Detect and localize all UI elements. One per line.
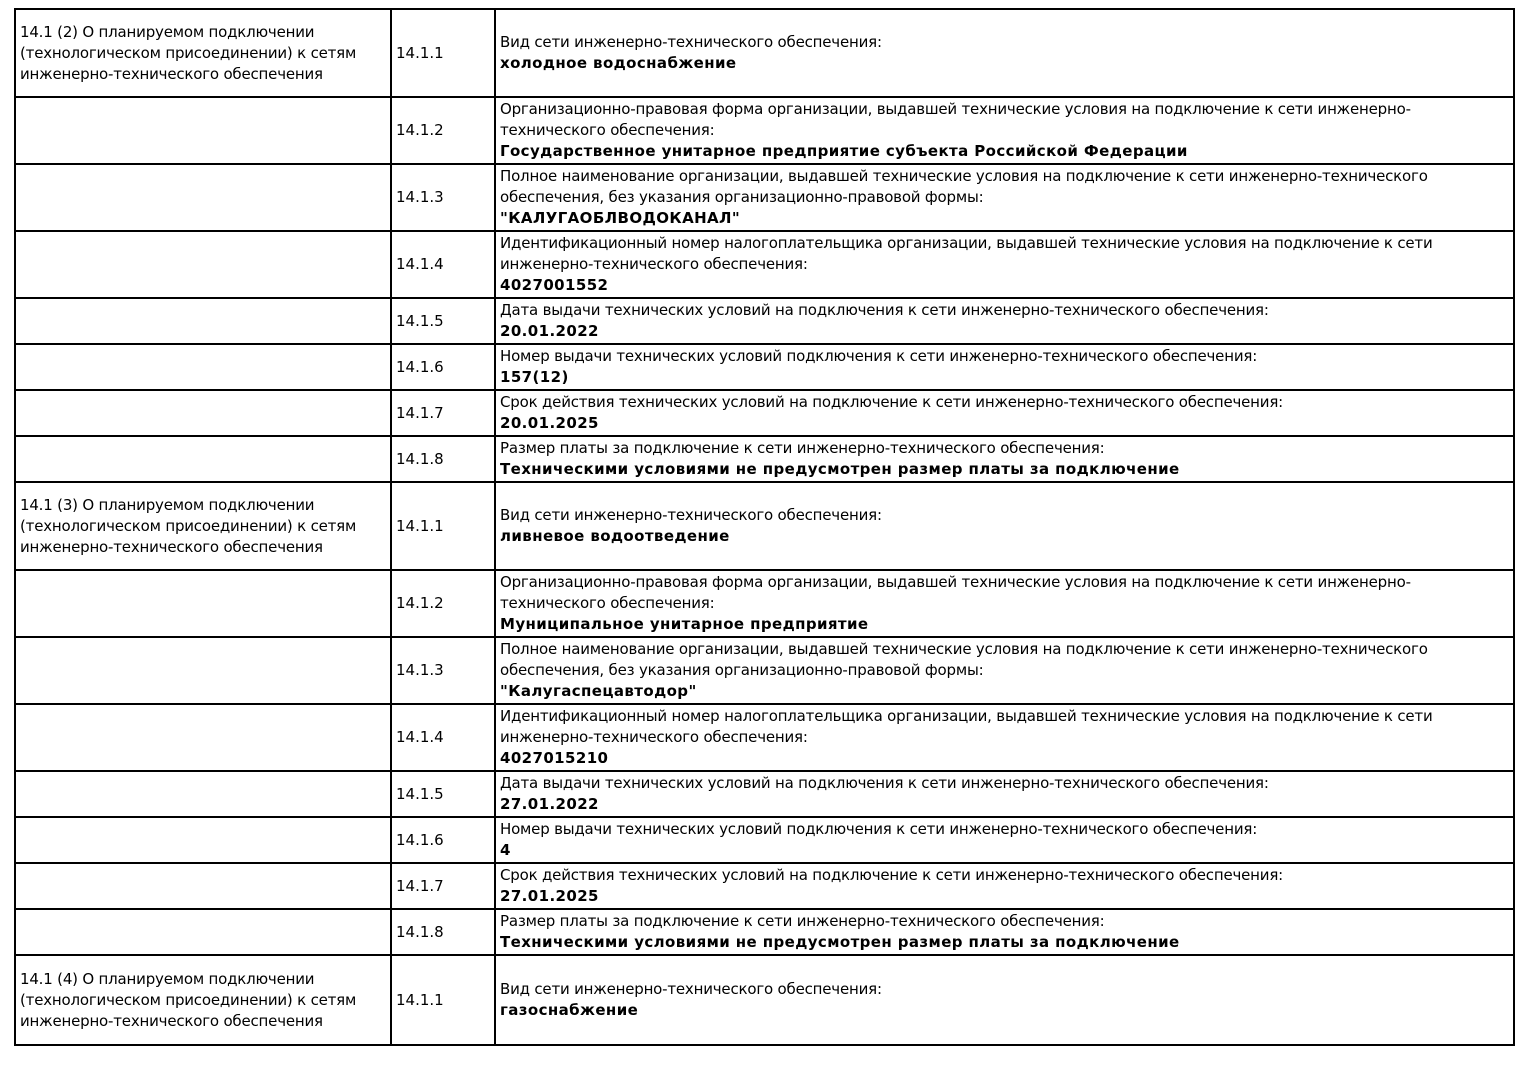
table-row — [15, 298, 1514, 344]
item-content-cell — [495, 390, 1514, 436]
field-value: ливневое водоотведение — [500, 527, 730, 545]
field-label: Идентификационный номер налогоплательщика организации, выдавшей технические условия на подключение к сети инженерно-технического обеспечения: — [500, 234, 1433, 273]
field-label: Размер платы за подключение к сети инженерно-технического обеспечения: — [500, 439, 1105, 457]
section-title-spacer-cell — [15, 436, 391, 482]
table-row — [15, 637, 1514, 704]
item-content-cell — [495, 704, 1514, 771]
table-row — [15, 955, 1514, 1045]
field-label: Размер платы за подключение к сети инженерно-технического обеспечения: — [500, 912, 1105, 930]
field-value: 20.01.2022 — [500, 322, 599, 340]
field-label: Номер выдачи технических условий подключения к сети инженерно-технического обеспечения: — [500, 347, 1258, 365]
item-content-cell — [495, 863, 1514, 909]
item-content-cell — [495, 817, 1514, 863]
field-label: Дата выдачи технических условий на подключения к сети инженерно-технического обеспечения: — [500, 301, 1269, 319]
field-label: Номер выдачи технических условий подключения к сети инженерно-технического обеспечения: — [500, 820, 1258, 838]
field-label: Полное наименование организации, выдавшей технические условия на подключение к сети инженерно-технического обеспечения, без указания организационно-правовой формы: — [500, 640, 1428, 679]
section-title-spacer-cell — [15, 817, 391, 863]
field-label: Срок действия технических условий на подключение к сети инженерно-технического обеспечения: — [500, 393, 1284, 411]
section-title-spacer-cell — [15, 909, 391, 955]
item-number-cell: 14.1.2 — [391, 97, 495, 164]
section-title-cell: 14.1 (4) О планируемом подключении (технологическом присоединении) к сетям инженерно-технического обеспечения — [15, 955, 391, 1045]
table-body — [15, 9, 1514, 1045]
section-title-spacer-cell — [15, 231, 391, 298]
item-number-cell: 14.1.1 — [391, 9, 495, 97]
field-value: 27.01.2025 — [500, 887, 599, 905]
item-number-cell: 14.1.8 — [391, 909, 495, 955]
table-row — [15, 436, 1514, 482]
item-number-cell: 14.1.3 — [391, 637, 495, 704]
field-label: Вид сети инженерно-технического обеспечения: — [500, 980, 882, 998]
section-title-spacer-cell — [15, 298, 391, 344]
table-row — [15, 863, 1514, 909]
item-number-cell: 14.1.7 — [391, 863, 495, 909]
item-content-cell — [495, 955, 1514, 1045]
item-content-cell — [495, 298, 1514, 344]
table-row — [15, 97, 1514, 164]
section-title-spacer-cell — [15, 863, 391, 909]
item-content-cell — [495, 482, 1514, 570]
section-title-spacer-cell — [15, 704, 391, 771]
field-value: 4 — [500, 841, 511, 859]
section-title-spacer-cell — [15, 637, 391, 704]
table-row — [15, 570, 1514, 637]
item-number-cell: 14.1.1 — [391, 482, 495, 570]
field-label: Срок действия технических условий на подключение к сети инженерно-технического обеспечения: — [500, 866, 1284, 884]
item-number-cell: 14.1.4 — [391, 704, 495, 771]
section-title-spacer-cell — [15, 97, 391, 164]
field-label: Полное наименование организации, выдавшей технические условия на подключение к сети инженерно-технического обеспечения, без указания организационно-правовой формы: — [500, 167, 1428, 206]
field-label: Идентификационный номер налогоплательщика организации, выдавшей технические условия на подключение к сети инженерно-технического обеспечения: — [500, 707, 1433, 746]
item-content-cell — [495, 637, 1514, 704]
item-number-cell: 14.1.5 — [391, 771, 495, 817]
item-number-cell: 14.1.4 — [391, 231, 495, 298]
field-label: Вид сети инженерно-технического обеспечения: — [500, 506, 882, 524]
field-label: Организационно-правовая форма организации, выдавшей технические условия на подключение к сети инженерно-технического обеспечения: — [500, 573, 1411, 612]
field-value: Техническими условиями не предусмотрен размер платы за подключение — [500, 460, 1180, 478]
field-value: 20.01.2025 — [500, 414, 599, 432]
table-row — [15, 231, 1514, 298]
item-content-cell — [495, 771, 1514, 817]
item-number-cell: 14.1.6 — [391, 817, 495, 863]
section-title-spacer-cell — [15, 164, 391, 231]
field-value: 27.01.2022 — [500, 795, 599, 813]
item-number-cell: 14.1.2 — [391, 570, 495, 637]
field-value: Техническими условиями не предусмотрен размер платы за подключение — [500, 933, 1180, 951]
item-number-cell: 14.1.1 — [391, 955, 495, 1045]
field-value: "КАЛУГАОБЛВОДОКАНАЛ" — [500, 209, 741, 227]
table-row — [15, 771, 1514, 817]
item-number-cell: 14.1.5 — [391, 298, 495, 344]
item-number-cell: 14.1.8 — [391, 436, 495, 482]
table-row — [15, 390, 1514, 436]
table-row — [15, 344, 1514, 390]
field-value: 4027001552 — [500, 276, 609, 294]
table-row — [15, 817, 1514, 863]
item-content-cell — [495, 344, 1514, 390]
section-title-spacer-cell — [15, 344, 391, 390]
item-content-cell — [495, 231, 1514, 298]
table-row — [15, 704, 1514, 771]
item-content-cell — [495, 909, 1514, 955]
item-number-cell: 14.1.6 — [391, 344, 495, 390]
item-number-cell: 14.1.7 — [391, 390, 495, 436]
field-value: газоснабжение — [500, 1001, 639, 1019]
table-row — [15, 9, 1514, 97]
section-title-spacer-cell — [15, 570, 391, 637]
field-label: Организационно-правовая форма организации, выдавшей технические условия на подключение к сети инженерно-технического обеспечения: — [500, 100, 1411, 139]
field-value: "Калугаспецавтодор" — [500, 682, 697, 700]
field-label: Вид сети инженерно-технического обеспечения: — [500, 33, 882, 51]
item-content-cell — [495, 164, 1514, 231]
item-content-cell — [495, 570, 1514, 637]
field-value: 4027015210 — [500, 749, 609, 767]
table-row — [15, 909, 1514, 955]
item-content-cell — [495, 436, 1514, 482]
section-title-cell: 14.1 (3) О планируемом подключении (технологическом присоединении) к сетям инженерно-технического обеспечения — [15, 482, 391, 570]
table-row — [15, 482, 1514, 570]
section-title-spacer-cell — [15, 771, 391, 817]
utility-connections-table — [14, 8, 1515, 1046]
field-value: холодное водоснабжение — [500, 54, 737, 72]
field-value: 157(12) — [500, 368, 569, 386]
field-value: Государственное унитарное предприятие субъекта Российской Федерации — [500, 142, 1188, 160]
table-row — [15, 164, 1514, 231]
section-title-spacer-cell — [15, 390, 391, 436]
item-content-cell — [495, 97, 1514, 164]
section-title-cell: 14.1 (2) О планируемом подключении (технологическом присоединении) к сетям инженерно-технического обеспечения — [15, 9, 391, 97]
item-content-cell — [495, 9, 1514, 97]
field-value: Муниципальное унитарное предприятие — [500, 615, 869, 633]
field-label: Дата выдачи технических условий на подключения к сети инженерно-технического обеспечения: — [500, 774, 1269, 792]
item-number-cell: 14.1.3 — [391, 164, 495, 231]
